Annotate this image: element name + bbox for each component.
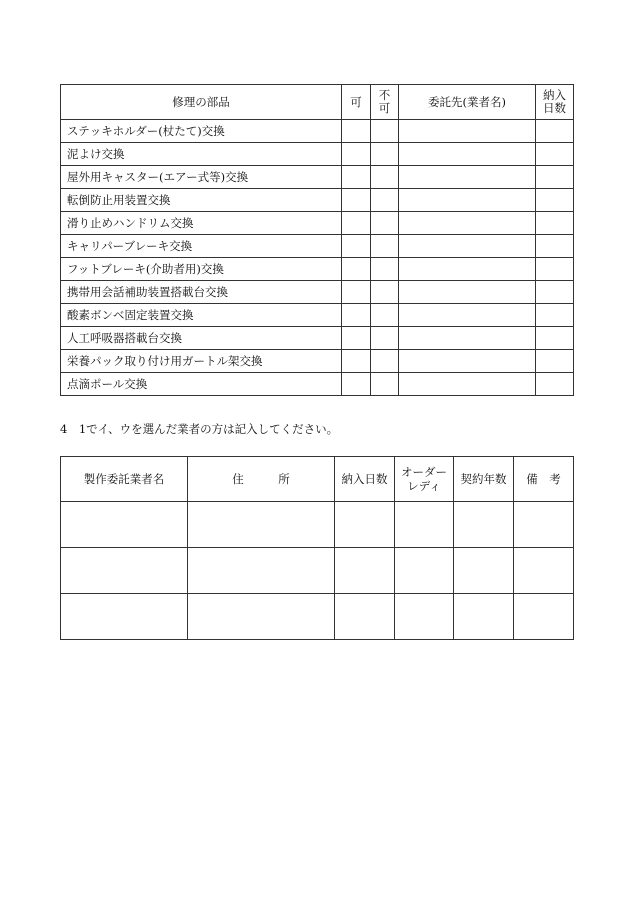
instruction-note: 4 1でイ、ウを選んだ業者の方は記入してください。 xyxy=(60,422,339,436)
contractor-cell[interactable] xyxy=(399,143,536,166)
contractor-cell[interactable] xyxy=(399,258,536,281)
part-name: 酸素ボンベ固定装置交換 xyxy=(61,304,342,327)
header-remarks: 備 考 xyxy=(514,457,574,502)
address-cell[interactable] xyxy=(188,502,335,548)
vendor-name-cell[interactable] xyxy=(61,594,188,640)
remarks-cell[interactable] xyxy=(514,502,574,548)
vendor-name-cell[interactable] xyxy=(61,502,188,548)
parts-row xyxy=(61,304,574,327)
parts-row xyxy=(61,281,574,304)
delivery-days-cell[interactable] xyxy=(335,502,395,548)
ok-cell[interactable] xyxy=(342,327,371,350)
parts-row xyxy=(61,212,574,235)
not-ok-cell[interactable] xyxy=(371,212,399,235)
remarks-cell[interactable] xyxy=(514,548,574,594)
header-order-ready: オーダー レディ xyxy=(395,457,454,502)
part-name: フットブレーキ(介助者用)交換 xyxy=(61,258,342,281)
parts-header-row xyxy=(61,85,574,120)
header-not-ok: 不 可 xyxy=(371,85,399,120)
vendor-header-row xyxy=(61,457,574,502)
contractor-cell[interactable] xyxy=(399,304,536,327)
address-cell[interactable] xyxy=(188,548,335,594)
header-part: 修理の部品 xyxy=(61,85,342,120)
delivery-days-cell[interactable] xyxy=(536,350,574,373)
ok-cell[interactable] xyxy=(342,281,371,304)
not-ok-cell[interactable] xyxy=(371,189,399,212)
contractor-cell[interactable] xyxy=(399,235,536,258)
ok-cell[interactable] xyxy=(342,350,371,373)
not-ok-cell[interactable] xyxy=(371,166,399,189)
not-ok-cell[interactable] xyxy=(371,120,399,143)
part-name: 屋外用キャスター(エアー式等)交換 xyxy=(61,166,342,189)
vendor-name-cell[interactable] xyxy=(61,548,188,594)
header-delivery-days: 納入日数 xyxy=(335,457,395,502)
parts-row xyxy=(61,120,574,143)
ok-cell[interactable] xyxy=(342,258,371,281)
not-ok-cell[interactable] xyxy=(371,327,399,350)
not-ok-cell[interactable] xyxy=(371,258,399,281)
header-contract-years: 契約年数 xyxy=(454,457,514,502)
delivery-days-cell[interactable] xyxy=(536,212,574,235)
ok-cell[interactable] xyxy=(342,143,371,166)
vendor-table xyxy=(60,456,574,640)
delivery-days-cell[interactable] xyxy=(335,594,395,640)
contractor-cell[interactable] xyxy=(399,189,536,212)
header-delivery-days: 納入 日数 xyxy=(536,85,574,120)
contract-years-cell[interactable] xyxy=(454,594,514,640)
contractor-cell[interactable] xyxy=(399,166,536,189)
delivery-days-cell[interactable] xyxy=(335,548,395,594)
delivery-days-cell[interactable] xyxy=(536,166,574,189)
vendor-row xyxy=(61,594,574,640)
not-ok-cell[interactable] xyxy=(371,235,399,258)
delivery-days-cell[interactable] xyxy=(536,258,574,281)
header-contractor: 委託先(業者名) xyxy=(399,85,536,120)
delivery-days-cell[interactable] xyxy=(536,143,574,166)
parts-row xyxy=(61,373,574,396)
contractor-cell[interactable] xyxy=(399,281,536,304)
delivery-days-cell[interactable] xyxy=(536,281,574,304)
parts-row xyxy=(61,235,574,258)
parts-row xyxy=(61,350,574,373)
ok-cell[interactable] xyxy=(342,373,371,396)
address-cell[interactable] xyxy=(188,594,335,640)
not-ok-cell[interactable] xyxy=(371,143,399,166)
part-name: キャリパーブレーキ交換 xyxy=(61,235,342,258)
ok-cell[interactable] xyxy=(342,120,371,143)
parts-row xyxy=(61,166,574,189)
order-ready-cell[interactable] xyxy=(395,548,454,594)
delivery-days-cell[interactable] xyxy=(536,235,574,258)
delivery-days-cell[interactable] xyxy=(536,327,574,350)
order-ready-cell[interactable] xyxy=(395,594,454,640)
contractor-cell[interactable] xyxy=(399,327,536,350)
contractor-cell[interactable] xyxy=(399,373,536,396)
header-ok: 可 xyxy=(342,85,371,120)
delivery-days-cell[interactable] xyxy=(536,189,574,212)
contractor-cell[interactable] xyxy=(399,120,536,143)
parts-row xyxy=(61,143,574,166)
contractor-cell[interactable] xyxy=(399,212,536,235)
delivery-days-cell[interactable] xyxy=(536,120,574,143)
header-address: 住 所 xyxy=(188,457,335,502)
parts-row xyxy=(61,189,574,212)
part-name: 泥よけ交換 xyxy=(61,143,342,166)
not-ok-cell[interactable] xyxy=(371,350,399,373)
order-ready-cell[interactable] xyxy=(395,502,454,548)
part-name: 点滴ポール交換 xyxy=(61,373,342,396)
not-ok-cell[interactable] xyxy=(371,281,399,304)
ok-cell[interactable] xyxy=(342,166,371,189)
part-name: 滑り止めハンドリム交換 xyxy=(61,212,342,235)
part-name: ステッキホルダー(杖たて)交換 xyxy=(61,120,342,143)
part-name: 人工呼吸器搭載台交換 xyxy=(61,327,342,350)
delivery-days-cell[interactable] xyxy=(536,304,574,327)
parts-row xyxy=(61,258,574,281)
part-name: 携帯用会話補助装置搭載台交換 xyxy=(61,281,342,304)
ok-cell[interactable] xyxy=(342,304,371,327)
parts-row xyxy=(61,327,574,350)
vendor-row xyxy=(61,548,574,594)
ok-cell[interactable] xyxy=(342,212,371,235)
header-vendor-name: 製作委託業者名 xyxy=(61,457,188,502)
part-name: 栄養パック取り付け用ガートル架交換 xyxy=(61,350,342,373)
contractor-cell[interactable] xyxy=(399,350,536,373)
ok-cell[interactable] xyxy=(342,189,371,212)
parts-table xyxy=(60,84,574,396)
not-ok-cell[interactable] xyxy=(371,304,399,327)
delivery-days-cell[interactable] xyxy=(536,373,574,396)
contract-years-cell[interactable] xyxy=(454,548,514,594)
part-name: 転倒防止用装置交換 xyxy=(61,189,342,212)
remarks-cell[interactable] xyxy=(514,594,574,640)
ok-cell[interactable] xyxy=(342,235,371,258)
not-ok-cell[interactable] xyxy=(371,373,399,396)
contract-years-cell[interactable] xyxy=(454,502,514,548)
vendor-row xyxy=(61,502,574,548)
